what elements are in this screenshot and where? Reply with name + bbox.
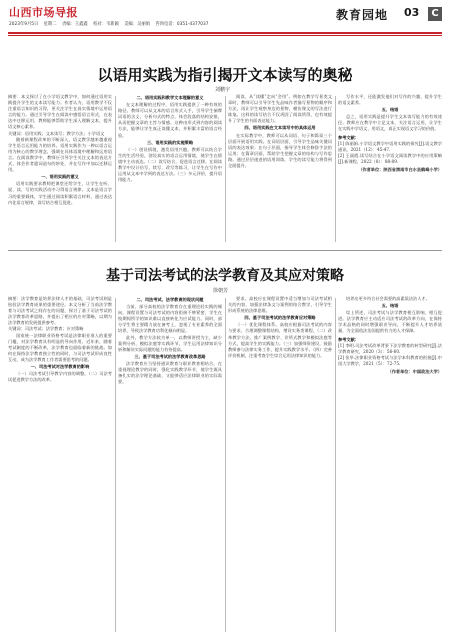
column-rule	[225, 96, 226, 242]
body-paragraph: 总之，语用实践是提升学生文本读写能力的有效途径。教师应在教学中立足文本，关注语言运用，让学生在实践中学语文、用语文，真正实现语文学习的价值。	[338, 114, 442, 132]
references-heading: 参考文献：	[338, 134, 359, 140]
column-rule	[115, 96, 116, 242]
body-paragraph: （一）创设情境，激发语用兴趣。教师可以结合学生的生活经验，创设真实的语言运用情境，使学生在情境中主动表达。（二）读写结合，促进语言迁移。在阅读教学中设计仿写、续写、改写等练习，让学生在写作中运用从文本中学到的表达方法。（三）多元评价，提升语用能力。	[118, 146, 222, 183]
issue-design: 美编：吴丽娟	[124, 22, 151, 27]
article2-column-1	[8, 296, 112, 634]
references-heading: 参考文献：	[338, 336, 359, 342]
section-heading: 二、司法考试、法学教育的现状问题	[136, 297, 204, 302]
section-heading: 一、语用实践的意义	[41, 174, 79, 180]
issue-proof: 校对：韦新颖	[93, 22, 119, 27]
abstract-text: 关键词：司法考试；法学教育；应对策略	[8, 326, 84, 332]
section-heading: 二、语用实践和教学文本理解的意义	[136, 95, 204, 100]
issue-weekday: 星期二	[43, 22, 57, 27]
article2-author: 徐朝芳	[213, 288, 229, 294]
section-heading: 五、结语	[381, 107, 399, 113]
section-heading: 四、语用实践在文本读写中的具体运用	[244, 125, 316, 131]
abstract-text: 摘要：法学教育是培养法律人才的基础，司法考试则是检验法学教育成果的重要途径。本文分析了当前法学教育与司法考试之间存在的问题，探讨了基于司法考试的法学教育改革思路，并提出了相应的应对策略，以期为法学教育的发展提供参考。	[8, 296, 112, 326]
body-paragraph: 要求，高校应在课程设置中适当增加与司法考试相关的内容，加强法律条文与案例的结合教学，引导学生形成系统的法律思维。	[228, 296, 332, 314]
section-heading: 四、基于司法考试的法学教育应对策略	[244, 315, 316, 321]
reference-entry: [1] 李明.司法考试改革背景下法学教育的转型研究[J].法学教育研究，2020（3）：56-60.	[338, 342, 442, 354]
article1-title: 以语用实践为指引揭开文本读写的奥秘	[97, 66, 353, 84]
article1-author: 刘鹏宇	[215, 87, 231, 93]
section-title: 教育园地	[336, 8, 389, 22]
article2-column-4	[338, 296, 442, 634]
body-paragraph: 综上所述，司法考试与法学教育相互影响、相互促进。法学教育应主动适应司法考试的改革方向，在保持学术品格的同时增强职业导向，不断提升人才培养质量，为全面依法治国提供有力的人才保障。	[338, 310, 442, 334]
article2-title: 基于司法考试的法学教育及其应对策略	[106, 268, 344, 284]
column-rule	[335, 298, 336, 632]
body-paragraph: 此外，教学方法较为单一，以教师讲授为主，缺少案例分析、模拟法庭等实践环节，学生运用法律知识分析和解决实际问题的能力有待提高。	[118, 334, 222, 352]
article2-column-2	[118, 296, 222, 634]
author-affiliation: （作者单位：中国政法大学）	[387, 369, 442, 375]
abstract-text: 关键词：语用实践；文本读写；教学方法；小学语文	[8, 130, 105, 136]
body-paragraph: 在实际教学中，教师可以从词语、句子和篇章三个层面开展语用实践。在词语层面，引导学生品味关键词语的表达效果；在句子层面，指导学生体会修辞手法的运用；在篇章层面，帮助学生把握文章的结构与写作思路。通过层层递进的语用训练，学生的读写能力将得到全面提升。	[228, 132, 332, 169]
column-rule	[225, 298, 226, 632]
masthead-rule-thin	[8, 35, 442, 36]
issue-editor: 责编：王鑫鑫	[61, 22, 88, 27]
column-rule	[335, 96, 336, 242]
reference-entry: [2] 王丽霞.读写结合在小学语文阅读教学中的应用策略[J].新课程，2022（8）：88-89.	[338, 152, 442, 164]
article1-column-1	[8, 94, 112, 244]
abstract-text: 摘要：本文探讨了在小学语文教学中，如何通过语用实践提升学生的文本读写能力。作者认为，语用教学不仅注重语言知识的习得，更关注学生在真实情境中运用语言的能力。通过引导学生在阅读中感悟语言形式，在表达中迁移运用，教师能够帮助学生深入理解文本，提升语文核心素养。	[8, 94, 112, 130]
section-heading: 一、司法考试对法学教育的影响	[30, 364, 90, 370]
section-heading: 三、基于司法考试的法学教育改革思路	[134, 353, 206, 359]
column-rule	[115, 298, 116, 632]
author-affiliation: （作者单位：陕西省渭南市白水县鹤峰小学）	[358, 167, 442, 173]
masthead	[0, 0, 450, 36]
body-paragraph: 当前，部分高校的法学教育存在重理论轻实践的倾向，课程设置与司法考试的内容衔接不够紧密，学生在校期间所学的知识难以直接转化为应试能力。同时，部分学生将主要精力放在备考上，忽视了专业素养的全面培养，导致法学教育功利化倾向明显。	[118, 304, 222, 334]
article-divider	[8, 250, 442, 251]
section-heading: 五、结语	[381, 303, 399, 309]
body-paragraph: 写作水平，还能激发他们对写作的兴趣，提升学生的语文素养。	[338, 94, 442, 106]
body-paragraph: 阅读，从“读懂”走向“会用”。例如在教学写景类文章时，教师可以引导学生先品味作者描写景物的顺序和方法，再让学生观察身边的景物，模仿课文的写法进行练笔。这样的读写结合不仅巩固了阅读所得，也有效提升了学生的书面表达能力。	[228, 94, 332, 124]
issue-hotline: 咨询电话：0351-4377037	[155, 22, 209, 27]
body-paragraph: （一）司法考试引导教学内容的调整。（二）司法考试促进教学方法的改革。	[8, 371, 112, 383]
body-paragraph: 语用实践要求教师把课堂还给学生，让学生在听、说、读、写的实践活动中习得语言规律。文本是语言学习的重要载体，学生通过阅读积累语言材料，通过表达内化语言规律，读写结合相互促进。	[8, 181, 112, 205]
body-paragraph: （一）优化课程体系。高校应根据司法考试的内容与要求，合理调整课程结构，增设实务类课程。（二）改革教学方法。推广案例教学、诊所式教学和模拟法庭等方式，提高学生的实践能力。（三）加强师资建设。鼓励教师参与法律实务工作，提升实践教学水平。（四）完善评价机制，注重考查学生综合运用法律知识的能力。	[228, 322, 332, 358]
edition-badge: C	[428, 7, 442, 21]
body-paragraph: 国家统一法律职业资格考试是法律职业准入的重要门槛，对法学教育具有明显的导向作用。近年来，随着考试制度的不断改革，法学教育也面临着新的挑战。如何在保持法学教育独立性的同时，与司法考试形成良性互动，成为法学教育工作者需要思考的问题。	[8, 332, 112, 362]
body-paragraph: 法学教育应当坚持通识教育与职业教育相结合，在重视理论教学的同时，强化实践教学环节，使学生既具备扎实的法学理论基础，又能够适应法律职业的实际需要。	[118, 360, 222, 385]
article2-column-3	[228, 296, 332, 634]
article1-column-3	[228, 94, 332, 244]
reference-entry: [1] 陈丽娟.小学语文教学中语用实践的探究[J].语文教学通讯，2021（12）：45-47.	[338, 140, 442, 152]
body-paragraph: 随着新课程改革的不断深入，语文教学越来越重视学生语言运用能力的培养。语用实践作为一种以语言运用为核心的教学理念，强调在具体语境中理解和运用语言。在阅读教学中，教师应引导学生关注文本的表达方式，体会作者遣词造句的妙处，并在写作中加以迁移运用。	[8, 136, 112, 173]
issue-meta	[9, 21, 213, 27]
article1-column-4	[338, 94, 442, 244]
reference-entry: [2] 张华.法律职业资格考试与法学本科教育的衔接[J].中国大学教学，2021（5）：72-75.	[338, 354, 442, 366]
article1-column-2	[118, 94, 222, 244]
body-paragraph: 在文本理解的过程中，语用实践提供了一种有效的路径。教师可以从文本的语言形式入手，引导学生揣摩词语的含义，分析句式的特点，体会段落的结构安排，从而把握文章的主旨与情感。这种由形式到内容的阅读方法，能够让学生真正读懂文本，并积累丰富的语言经验。	[118, 102, 222, 138]
body-paragraph: 培养出更多符合社会需要的高素质法治人才。	[346, 296, 430, 301]
section-heading: 三、语用实践的实施策略	[146, 139, 194, 145]
newspaper-name: 山西市场导报	[9, 6, 78, 19]
issue-date: 2023年9月5日	[9, 22, 39, 27]
page-number: 03	[404, 6, 420, 19]
masthead-rule	[8, 32, 442, 34]
